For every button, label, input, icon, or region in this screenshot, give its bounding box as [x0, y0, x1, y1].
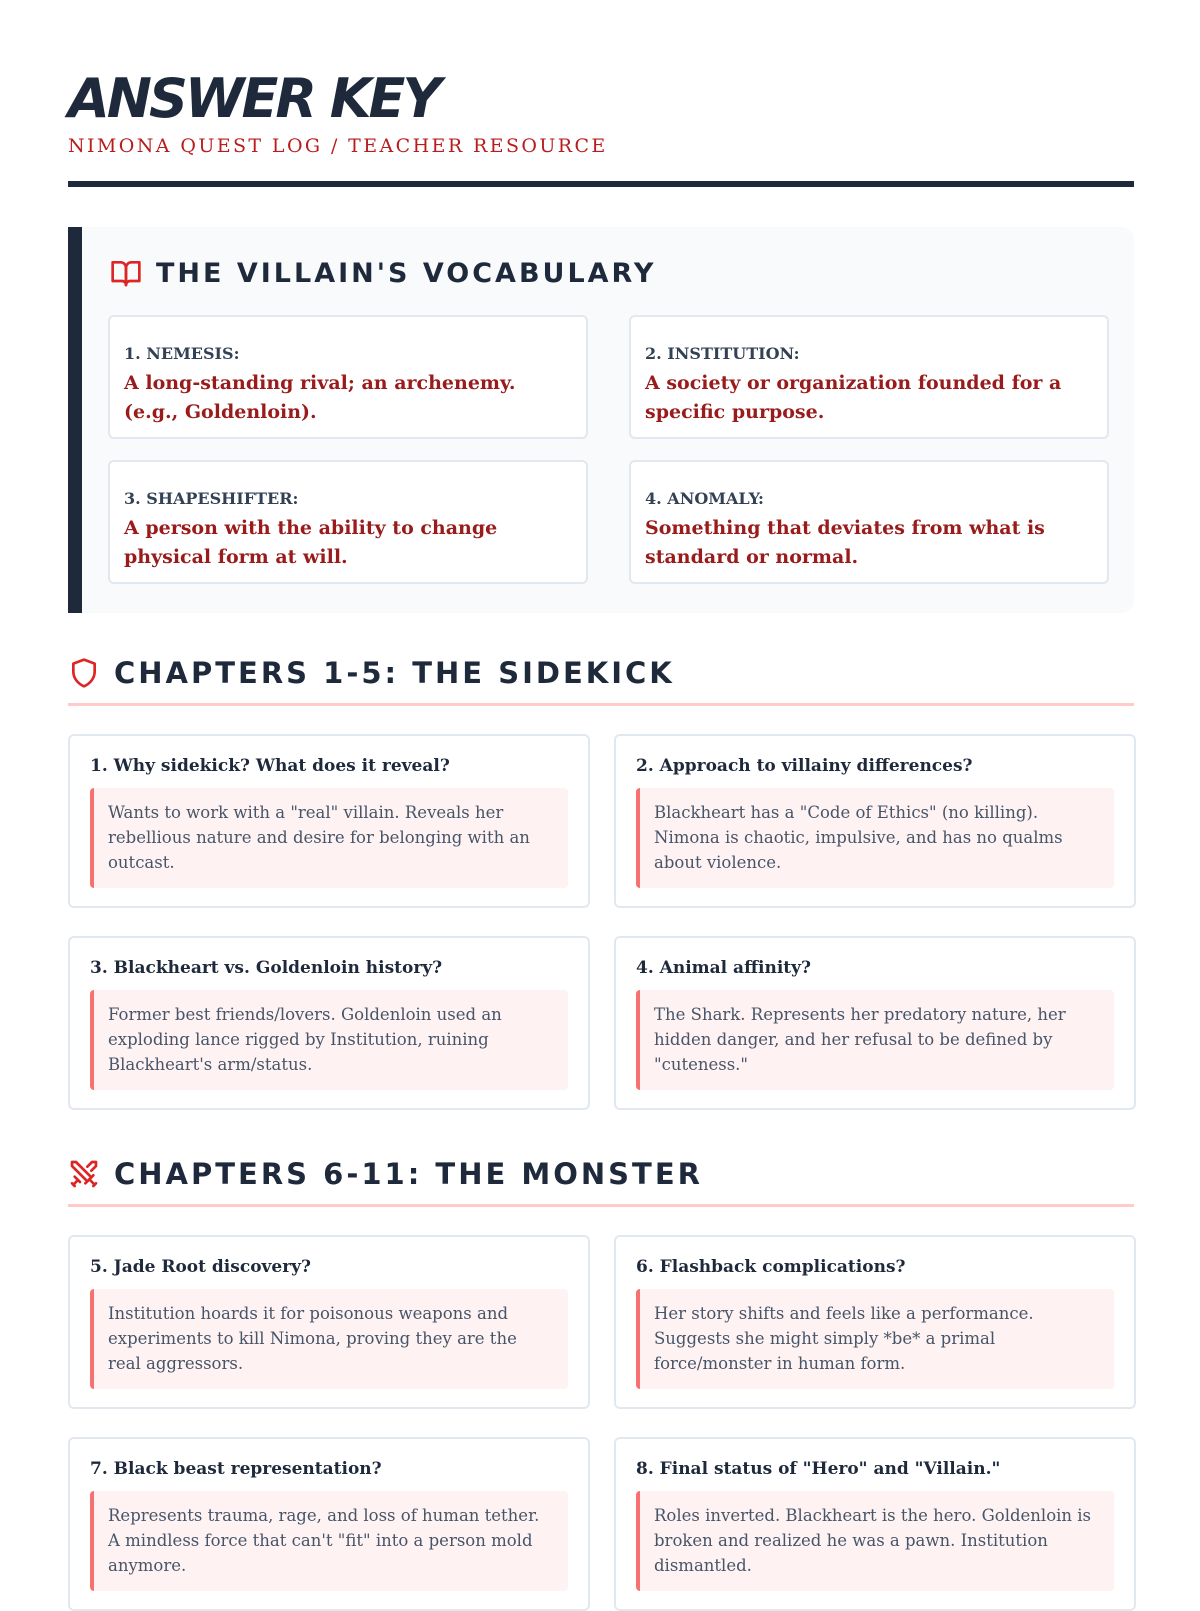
vocab-card — [108, 315, 588, 439]
vocabulary-title: THE VILLAIN'S VOCABULARY — [156, 257, 657, 289]
answer-box: The Shark. Represents her predatory nature, her hidden danger, and her refusal to be defined by "cuteness." — [636, 990, 1114, 1090]
vocab-definition: A long-standing rival; an archenemy. (e.g., Goldenloin). — [124, 372, 516, 423]
vocab-definition: A person with the ability to change physical form at will. — [124, 517, 498, 568]
vocab-card — [629, 460, 1109, 584]
question-label: 2. Approach to villainy differences? — [636, 756, 973, 776]
question-label: 5. Jade Root discovery? — [90, 1257, 312, 1277]
question-label: 1. Why sidekick? What does it reveal? — [90, 756, 450, 776]
question-card — [68, 1235, 590, 1409]
header-divider — [68, 181, 1134, 187]
vocab-definition: Something that deviates from what is standard or normal. — [645, 517, 1045, 568]
section-title: CHAPTERS 6-11: THE MONSTER — [114, 1157, 703, 1191]
vocab-term: 2. INSTITUTION: — [645, 344, 800, 363]
section-divider — [68, 1204, 1134, 1207]
question-card — [68, 734, 590, 908]
question-label: 4. Animal affinity? — [636, 958, 811, 978]
vocab-card — [108, 460, 588, 584]
section-heading-sidekick — [68, 656, 1134, 690]
vocab-card — [629, 315, 1109, 439]
answer-box: Roles inverted. Blackheart is the hero. Goldenloin is broken and realized he was a pawn. Institution dismantled. — [636, 1491, 1114, 1591]
vocab-term: 4. ANOMALY: — [645, 489, 764, 508]
vocab-definition: A society or organization founded for a specific purpose. — [645, 372, 1062, 423]
answer-box: Wants to work with a "real" villain. Reveals her rebellious nature and desire for belonging with an outcast. — [90, 788, 568, 888]
vocabulary-panel — [68, 227, 1134, 613]
page-title: ANSWER KEY — [68, 67, 439, 130]
question-label: 3. Blackheart vs. Goldenloin history? — [90, 958, 443, 978]
crossed-swords-icon — [68, 1158, 100, 1190]
section-heading-monster — [68, 1157, 1134, 1191]
vocab-term: 3. SHAPESHIFTER: — [124, 489, 299, 508]
question-card — [614, 936, 1136, 1110]
answer-box: Her story shifts and feels like a performance. Suggests she might simply *be* a primal force/monster in human form. — [636, 1289, 1114, 1389]
question-card — [614, 1437, 1136, 1611]
page-subtitle: NIMONA QUEST LOG / TEACHER RESOURCE — [68, 135, 608, 157]
answer-box: Former best friends/lovers. Goldenloin used an exploding lance rigged by Institution, ruining Blackheart's arm/status. — [90, 990, 568, 1090]
answer-box: Blackheart has a "Code of Ethics" (no killing). Nimona is chaotic, impulsive, and has no qualms about violence. — [636, 788, 1114, 888]
vocab-term: 1. NEMESIS: — [124, 344, 240, 363]
question-card — [614, 734, 1136, 908]
section-title: CHAPTERS 1-5: THE SIDEKICK — [114, 656, 675, 690]
question-card — [68, 1437, 590, 1611]
vocabulary-heading — [110, 257, 656, 289]
shield-icon — [68, 657, 100, 689]
book-open-icon — [110, 257, 142, 289]
answer-box: Represents trauma, rage, and loss of human tether. A mindless force that can't "fit" into a person mold anymore. — [90, 1491, 568, 1591]
answer-box: Institution hoards it for poisonous weapons and experiments to kill Nimona, proving they are the real aggressors. — [90, 1289, 568, 1389]
question-label: 7. Black beast representation? — [90, 1459, 382, 1479]
question-card — [614, 1235, 1136, 1409]
question-card — [68, 936, 590, 1110]
question-label: 8. Final status of "Hero" and "Villain." — [636, 1459, 1001, 1479]
section-divider — [68, 703, 1134, 706]
question-label: 6. Flashback complications? — [636, 1257, 906, 1277]
